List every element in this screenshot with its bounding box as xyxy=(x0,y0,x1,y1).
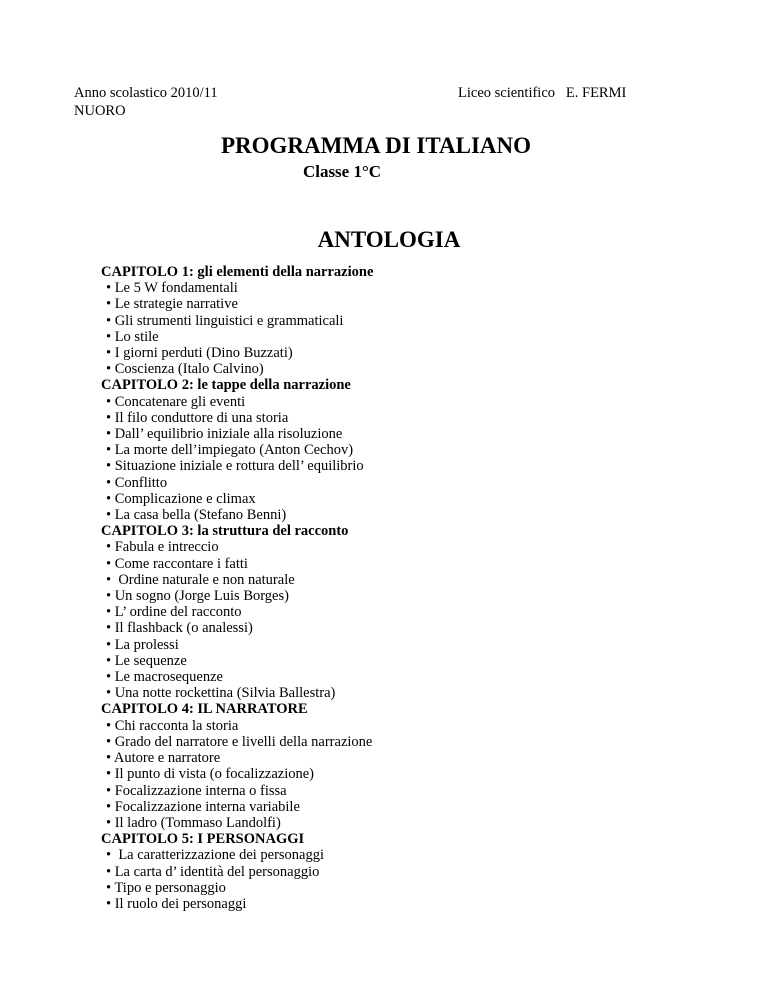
list-item: • Concatenare gli eventi xyxy=(106,393,246,410)
chapter-heading: CAPITOLO 5: I PERSONAGGI xyxy=(101,831,305,848)
section-title: ANTOLOGIA xyxy=(317,227,461,252)
list-item: • La casa bella (Stefano Benni) xyxy=(106,507,287,524)
list-item: • Un sogno (Jorge Luis Borges) xyxy=(106,588,289,605)
list-item: • Coscienza (Italo Calvino) xyxy=(106,361,264,378)
school-year: Anno scolastico 2010/11 xyxy=(74,85,218,101)
list-item: • La prolessi xyxy=(106,636,179,653)
list-item: • Grado del narratore e livelli della narrazione xyxy=(106,733,373,750)
city: NUORO xyxy=(74,103,126,119)
list-item: • Il punto di vista (o focalizzazione) xyxy=(106,766,314,783)
list-item: • Il filo conduttore di una storia xyxy=(106,409,289,426)
page-title: PROGRAMMA DI ITALIANO xyxy=(220,133,532,158)
chapter-heading: CAPITOLO 2: le tappe della narrazione xyxy=(101,377,351,394)
list-item: • Il ruolo dei personaggi xyxy=(106,895,247,912)
class-label: Classe 1°C xyxy=(302,162,382,181)
list-item: • Una notte rockettina (Silvia Ballestra) xyxy=(106,685,336,702)
school-name: Liceo scientifico E. FERMI xyxy=(458,85,627,101)
list-item: • La carta d’ identità del personaggio xyxy=(106,863,320,880)
program-content xyxy=(101,264,373,912)
list-item: • Ordine naturale e non naturale xyxy=(106,571,295,588)
list-item: • Il flashback (o analessi) xyxy=(106,620,253,637)
chapter-heading: CAPITOLO 4: IL NARRATORE xyxy=(101,701,308,718)
list-item: • Il ladro (Tommaso Landolfi) xyxy=(106,814,281,831)
list-item: • Focalizzazione interna o fissa xyxy=(106,782,287,799)
list-item: • Conflitto xyxy=(106,474,168,491)
list-item: • Gli strumenti linguistici e grammaticali xyxy=(106,312,344,329)
list-item: • Tipo e personaggio xyxy=(106,879,226,896)
list-item: • La caratterizzazione dei personaggi xyxy=(106,847,325,864)
list-item: • I giorni perduti (Dino Buzzati) xyxy=(106,345,293,362)
list-item: • Le strategie narrative xyxy=(106,296,238,313)
list-item: • La morte dell’impiegato (Anton Cechov) xyxy=(106,442,354,459)
chapter-heading: CAPITOLO 1: gli elementi della narrazione xyxy=(101,264,374,280)
header-left xyxy=(74,84,218,120)
list-item: • Chi racconta la storia xyxy=(106,717,239,734)
chapter-heading: CAPITOLO 3: la struttura del racconto xyxy=(101,523,349,540)
list-item: • Come raccontare i fatti xyxy=(106,555,248,572)
list-item: • Complicazione e climax xyxy=(106,490,256,507)
list-item: • Focalizzazione interna variabile xyxy=(106,798,300,815)
list-item: • Lo stile xyxy=(106,328,159,345)
list-item: • Le sequenze xyxy=(106,652,187,669)
list-item: • Situazione iniziale e rottura dell’ equilibrio xyxy=(106,458,364,475)
list-item: • Le macrosequenze xyxy=(106,669,223,686)
list-item: • Fabula e intreccio xyxy=(106,539,219,556)
list-item: • Dall’ equilibrio iniziale alla risoluzione xyxy=(106,426,343,443)
list-item: • Autore e narratore xyxy=(106,750,221,767)
list-item: • Le 5 W fondamentali xyxy=(106,280,238,297)
list-item: • L’ ordine del racconto xyxy=(106,604,242,621)
